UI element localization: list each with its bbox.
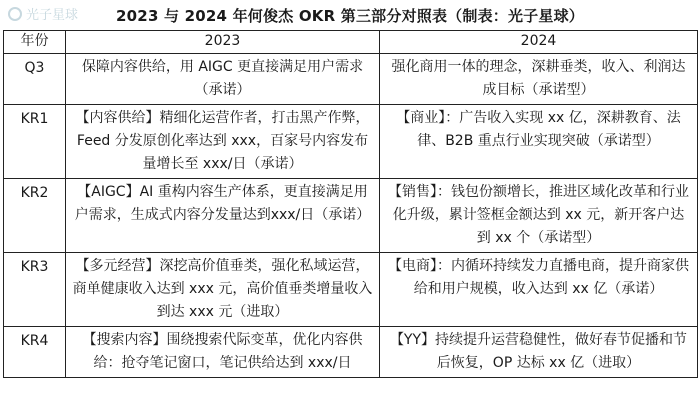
cell-2023: 保障内容供给，用 AIGC 更直接满足用户需求（承诺） (66, 54, 380, 105)
cell-2023: 【AIGC】AI 重构内容生产体系，更直接满足用户需求，生成式内容分发量达到xxx/日（承诺） (66, 179, 380, 253)
cell-2023: 【搜索内容】围绕搜索代际变革，优化内容供给：抢夺笔记窗口，笔记供给达到 xxx/日 (66, 327, 380, 378)
row-label: KR1 (4, 105, 66, 179)
table-row (4, 179, 698, 253)
table-row (4, 105, 698, 179)
header-year: 年份 (4, 31, 66, 54)
table-title: 2023 与 2024 年何俊杰 OKR 第三部分对照表（制表：光子星球） (116, 6, 584, 25)
cell-2024: 【商业】：广告收入实现 xx 亿，深耕教育、法律、B2B 重点行业实现突破（承诺型） (380, 105, 698, 179)
table-row (4, 54, 698, 105)
cell-2024: 【YY】持续提升运营稳健性，做好春节促播和节后恢复，OP 达标 xx 亿（进取） (380, 327, 698, 378)
cell-2023: 【内容供给】精细化运营作者，打击黑产作弊，Feed 分发原创化率达到 xxx，百家号内容发布量增长至 xxx/日（承诺） (66, 105, 380, 179)
table-header-row (4, 31, 698, 54)
cell-2024: 【电商】：内循环持续发力直播电商，提升商家供给和用户规模，收入达到 xx 亿（承诺） (380, 253, 698, 327)
cell-2023: 【多元经营】深挖高价值垂类，强化私域运营，商单健康收入达到 xxx 元，高价值垂类增量收入到达 xxx 元（进取） (66, 253, 380, 327)
row-label: Q3 (4, 54, 66, 105)
table-row (4, 327, 698, 378)
cell-2024: 【销售】：钱包份额增长，推进区域化改革和行业化升级，累计签框金额达到 xx 元，新开客户达到 xx 个（承诺型） (380, 179, 698, 253)
okr-comparison-table (3, 30, 698, 378)
table-row (4, 253, 698, 327)
cell-2024: 强化商用一体的理念，深耕垂类，收入、利润达成目标（承诺型） (380, 54, 698, 105)
row-label: KR3 (4, 253, 66, 327)
header-2024: 2024 (380, 31, 698, 54)
watermark-text: 光子星球 (26, 8, 79, 23)
row-label: KR2 (4, 179, 66, 253)
header-2023: 2023 (66, 31, 380, 54)
row-label: KR4 (4, 327, 66, 378)
